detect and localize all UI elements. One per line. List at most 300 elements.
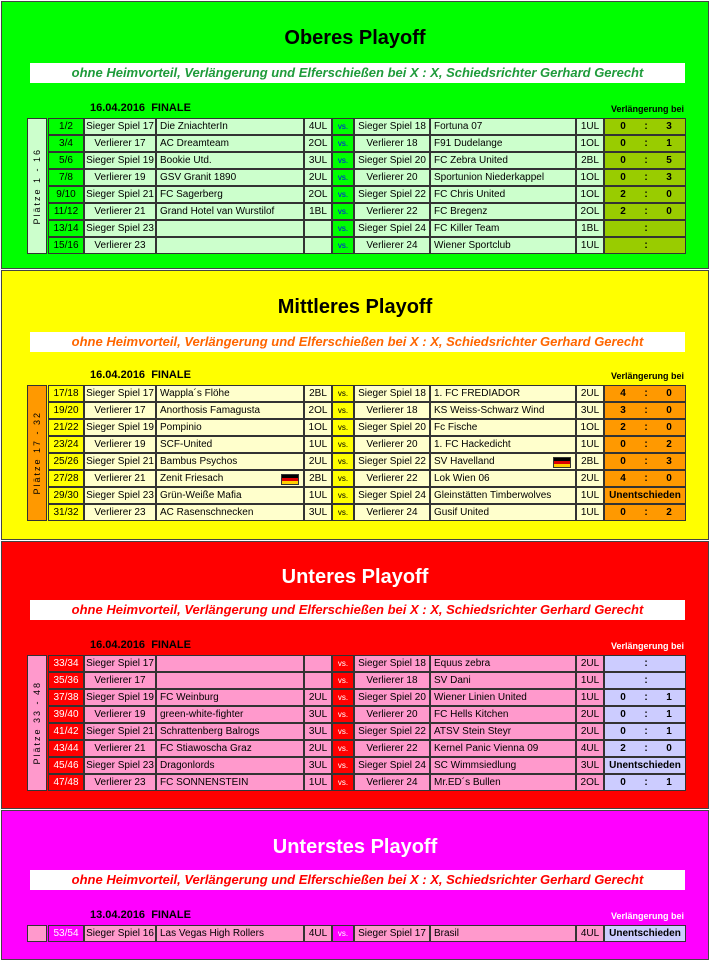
score-separator: : xyxy=(644,658,648,669)
league1-cell: 2UL xyxy=(304,689,332,706)
team2-name: SV Havelland xyxy=(434,456,495,467)
team2-name: Wiener Sportclub xyxy=(434,240,511,251)
team2-cell xyxy=(430,723,576,740)
slot2-cell: Sieger Spiel 18 xyxy=(354,385,430,402)
team2-cell xyxy=(430,186,576,203)
league1-cell: 2BL xyxy=(304,385,332,402)
vs-cell: vs. xyxy=(332,402,354,419)
slot1-cell: Verlierer 23 xyxy=(84,774,156,791)
result-text: Unentschieden xyxy=(609,928,681,939)
league1-cell: 1UL xyxy=(304,487,332,504)
league1-cell: 2BL xyxy=(304,470,332,487)
league2-cell: 1UL xyxy=(576,504,604,521)
verlaengerung-label: Verlängerung bei xyxy=(610,371,684,381)
match-row xyxy=(48,470,686,487)
team1-cell xyxy=(156,774,304,791)
team2-cell xyxy=(430,740,576,757)
result-text: Unentschieden xyxy=(609,760,681,771)
slot2-cell: Verlierer 18 xyxy=(354,402,430,419)
placement-cell: 13/14 xyxy=(48,220,84,237)
league1-cell xyxy=(304,672,332,689)
team2-name: Gleinstätten Timberwolves xyxy=(434,490,552,501)
team2-cell xyxy=(430,135,576,152)
score-separator: : xyxy=(644,223,648,234)
league1-cell: 4UL xyxy=(304,118,332,135)
match-date: 16.04.2016 FINALE xyxy=(90,102,191,114)
team2-name: SC Wimmsiedlung xyxy=(434,760,517,771)
result-cell xyxy=(604,186,686,203)
team2-cell xyxy=(430,169,576,186)
slot1-cell: Verlierer 17 xyxy=(84,402,156,419)
team2-name: KS Weiss-Schwarz Wind xyxy=(434,405,545,416)
league1-cell: 3UL xyxy=(304,504,332,521)
score-b: 1 xyxy=(666,726,672,737)
league1-cell xyxy=(304,655,332,672)
vs-cell: vs. xyxy=(332,925,354,942)
team2-name: FC Bregenz xyxy=(434,206,488,217)
slot2-cell: Verlierer 18 xyxy=(354,672,430,689)
placement-cell: 27/28 xyxy=(48,470,84,487)
slot2-cell: Sieger Spiel 20 xyxy=(354,419,430,436)
vs-cell: vs. xyxy=(332,186,354,203)
score-a: 0 xyxy=(620,439,626,450)
german-flag-icon xyxy=(553,457,571,468)
team1-name: green-white-fighter xyxy=(160,709,244,720)
team1-name: AC Dreamteam xyxy=(160,138,229,149)
result-cell xyxy=(604,169,686,186)
match-row xyxy=(48,118,686,135)
placement-cell: 1/2 xyxy=(48,118,84,135)
match-row xyxy=(48,169,686,186)
slot2-cell: Sieger Spiel 20 xyxy=(354,689,430,706)
team2-cell xyxy=(430,689,576,706)
league2-cell: 1UL xyxy=(576,118,604,135)
vs-cell: vs. xyxy=(332,655,354,672)
team1-cell xyxy=(156,152,304,169)
slot2-cell: Sieger Spiel 24 xyxy=(354,487,430,504)
score-separator: : xyxy=(644,473,648,484)
slot1-cell: Verlierer 23 xyxy=(84,237,156,254)
score-b: 0 xyxy=(666,473,672,484)
league2-cell: 3UL xyxy=(576,402,604,419)
slot2-cell: Sieger Spiel 24 xyxy=(354,757,430,774)
match-row xyxy=(48,385,686,402)
team2-name: FC Chris United xyxy=(434,189,506,200)
score-separator: : xyxy=(644,675,648,686)
league1-cell: 2UL xyxy=(304,740,332,757)
match-row xyxy=(48,672,686,689)
score-b: 1 xyxy=(666,692,672,703)
score-separator: : xyxy=(644,456,648,467)
slot2-cell: Verlierer 18 xyxy=(354,135,430,152)
team2-name: Equus zebra xyxy=(434,658,491,669)
match-row xyxy=(48,757,686,774)
team1-name: Die ZniachterIn xyxy=(160,121,228,132)
score-b: 0 xyxy=(666,206,672,217)
section-oberes-playoff xyxy=(1,1,709,269)
slot1-cell: Sieger Spiel 16 xyxy=(84,925,156,942)
team1-name: SCF-United xyxy=(160,439,213,450)
section-subtitle: ohne Heimvorteil, Verlängerung und Elferschießen bei X : X, Schiedsrichter Gerhard Gerecht xyxy=(30,870,685,890)
score-a: 0 xyxy=(620,692,626,703)
team1-name: FC Stiawoscha Graz xyxy=(160,743,252,754)
slot2-cell: Verlierer 24 xyxy=(354,237,430,254)
section-mittleres-playoff xyxy=(1,270,709,540)
team1-cell xyxy=(156,169,304,186)
team1-name: Wappla´s Flöhe xyxy=(160,388,230,399)
team2-cell xyxy=(430,487,576,504)
league2-cell: 4UL xyxy=(576,925,604,942)
team1-cell xyxy=(156,757,304,774)
slot2-cell: Verlierer 20 xyxy=(354,169,430,186)
score-separator: : xyxy=(644,777,648,788)
score-b: 0 xyxy=(666,405,672,416)
slot1-cell: Sieger Spiel 23 xyxy=(84,487,156,504)
score-b: 0 xyxy=(666,388,672,399)
match-row xyxy=(48,203,686,220)
match-date: 16.04.2016 FINALE xyxy=(90,369,191,381)
placement-cell: 53/54 xyxy=(48,925,84,942)
score-a: 0 xyxy=(620,777,626,788)
vs-cell: vs. xyxy=(332,152,354,169)
slot1-cell: Sieger Spiel 19 xyxy=(84,689,156,706)
slot1-cell: Sieger Spiel 17 xyxy=(84,655,156,672)
league2-cell: 2UL xyxy=(576,723,604,740)
team1-name: GSV Granit 1890 xyxy=(160,172,237,183)
result-cell xyxy=(604,220,686,237)
result-cell xyxy=(604,487,686,504)
score-b: 1 xyxy=(666,709,672,720)
placement-cell: 39/40 xyxy=(48,706,84,723)
result-cell xyxy=(604,689,686,706)
match-row xyxy=(48,723,686,740)
score-a: 0 xyxy=(620,709,626,720)
team2-cell xyxy=(430,672,576,689)
slot2-cell: Sieger Spiel 24 xyxy=(354,220,430,237)
slot1-cell: Sieger Spiel 19 xyxy=(84,419,156,436)
side-label: Plätze 1 - 16 xyxy=(27,118,47,254)
league1-cell: 2OL xyxy=(304,135,332,152)
vs-cell: vs. xyxy=(332,504,354,521)
vs-cell: vs. xyxy=(332,470,354,487)
match-row xyxy=(48,925,686,942)
team1-name: Las Vegas High Rollers xyxy=(160,928,264,939)
german-flag-icon xyxy=(281,474,299,485)
placement-cell: 5/6 xyxy=(48,152,84,169)
league1-cell: 3UL xyxy=(304,706,332,723)
team2-name: F91 Dudelange xyxy=(434,138,503,149)
team2-cell xyxy=(430,925,576,942)
score-a: 0 xyxy=(620,456,626,467)
match-row xyxy=(48,220,686,237)
placement-cell: 3/4 xyxy=(48,135,84,152)
side-label: Plätze 17 - 32 xyxy=(27,385,47,521)
score-a: 2 xyxy=(620,422,626,433)
team1-name: Pompinio xyxy=(160,422,202,433)
league1-cell: 3UL xyxy=(304,757,332,774)
team1-cell xyxy=(156,237,304,254)
team2-name: Fortuna 07 xyxy=(434,121,483,132)
team1-cell xyxy=(156,419,304,436)
vs-cell: vs. xyxy=(332,487,354,504)
vs-cell: vs. xyxy=(332,436,354,453)
score-separator: : xyxy=(644,388,648,399)
team2-cell xyxy=(430,470,576,487)
league2-cell: 2UL xyxy=(576,706,604,723)
team1-name: Zenit Friesach xyxy=(160,473,224,484)
league2-cell: 2UL xyxy=(576,470,604,487)
score-separator: : xyxy=(644,121,648,132)
vs-cell: vs. xyxy=(332,453,354,470)
match-row xyxy=(48,774,686,791)
league2-cell: 1UL xyxy=(576,689,604,706)
team2-name: Fc Fische xyxy=(434,422,478,433)
score-b: 2 xyxy=(666,439,672,450)
league1-cell: 2UL xyxy=(304,169,332,186)
slot2-cell: Verlierer 22 xyxy=(354,203,430,220)
slot2-cell: Sieger Spiel 17 xyxy=(354,925,430,942)
team1-cell xyxy=(156,436,304,453)
league1-cell: 1OL xyxy=(304,419,332,436)
match-date: 13.04.2016 FINALE xyxy=(90,909,191,921)
team1-cell xyxy=(156,689,304,706)
team1-name: Grand Hotel van Wurstilof xyxy=(160,206,275,217)
placement-cell: 43/44 xyxy=(48,740,84,757)
team1-cell xyxy=(156,385,304,402)
placement-cell: 29/30 xyxy=(48,487,84,504)
result-cell xyxy=(604,655,686,672)
team1-cell xyxy=(156,402,304,419)
vs-cell: vs. xyxy=(332,419,354,436)
vs-cell: vs. xyxy=(332,774,354,791)
team2-cell xyxy=(430,385,576,402)
score-separator: : xyxy=(644,172,648,183)
slot1-cell: Verlierer 19 xyxy=(84,169,156,186)
vs-cell: vs. xyxy=(332,169,354,186)
placement-cell: 19/20 xyxy=(48,402,84,419)
league2-cell: 1UL xyxy=(576,237,604,254)
score-b: 1 xyxy=(666,138,672,149)
match-row xyxy=(48,504,686,521)
match-row xyxy=(48,453,686,470)
score-b: 0 xyxy=(666,743,672,754)
section-subtitle: ohne Heimvorteil, Verlängerung und Elferschießen bei X : X, Schiedsrichter Gerhard Gerecht xyxy=(30,600,685,620)
team1-cell xyxy=(156,925,304,942)
score-b: 3 xyxy=(666,172,672,183)
slot1-cell: Sieger Spiel 17 xyxy=(84,385,156,402)
score-separator: : xyxy=(644,240,648,251)
vs-cell: vs. xyxy=(332,203,354,220)
team1-name: FC SONNENSTEIN xyxy=(160,777,249,788)
league2-cell: 4UL xyxy=(576,740,604,757)
score-a: 0 xyxy=(620,155,626,166)
vs-cell: vs. xyxy=(332,723,354,740)
league2-cell: 1OL xyxy=(576,169,604,186)
slot2-cell: Verlierer 22 xyxy=(354,470,430,487)
team2-name: Kernel Panic Vienna 09 xyxy=(434,743,539,754)
result-cell xyxy=(604,925,686,942)
section-title: Oberes Playoff xyxy=(284,27,426,49)
team1-name: Bookie Utd. xyxy=(160,155,212,166)
match-row xyxy=(48,655,686,672)
team1-cell xyxy=(156,203,304,220)
team2-cell xyxy=(430,402,576,419)
section-unteres-playoff xyxy=(1,541,709,809)
match-row xyxy=(48,186,686,203)
team2-name: Brasil xyxy=(434,928,460,939)
score-separator: : xyxy=(644,206,648,217)
score-b: 2 xyxy=(666,507,672,518)
team2-name: Wiener Linien United xyxy=(434,692,527,703)
score-a: 0 xyxy=(620,507,626,518)
match-row xyxy=(48,689,686,706)
slot2-cell: Sieger Spiel 20 xyxy=(354,152,430,169)
score-separator: : xyxy=(644,709,648,720)
team2-cell xyxy=(430,118,576,135)
league2-cell: 2BL xyxy=(576,453,604,470)
vs-cell: vs. xyxy=(332,220,354,237)
slot1-cell: Verlierer 23 xyxy=(84,504,156,521)
match-row xyxy=(48,419,686,436)
team2-cell xyxy=(430,655,576,672)
score-a: 2 xyxy=(620,743,626,754)
section-unterstes-playoff xyxy=(1,810,709,960)
score-b: 3 xyxy=(666,121,672,132)
slot1-cell: Verlierer 19 xyxy=(84,436,156,453)
league1-cell: 1UL xyxy=(304,774,332,791)
match-row xyxy=(48,487,686,504)
team1-cell xyxy=(156,723,304,740)
vs-cell: vs. xyxy=(332,118,354,135)
score-separator: : xyxy=(644,743,648,754)
score-a: 0 xyxy=(620,172,626,183)
side-label xyxy=(27,925,47,942)
score-a: 0 xyxy=(620,121,626,132)
placement-cell: 35/36 xyxy=(48,672,84,689)
result-cell xyxy=(604,152,686,169)
team2-cell xyxy=(430,220,576,237)
score-separator: : xyxy=(644,439,648,450)
score-b: 5 xyxy=(666,155,672,166)
league2-cell: 2UL xyxy=(576,385,604,402)
match-row xyxy=(48,135,686,152)
result-cell xyxy=(604,237,686,254)
team2-name: SV Dani xyxy=(434,675,471,686)
slot1-cell: Verlierer 21 xyxy=(84,203,156,220)
placement-cell: 7/8 xyxy=(48,169,84,186)
team1-cell xyxy=(156,504,304,521)
match-row xyxy=(48,152,686,169)
score-a: 4 xyxy=(620,388,626,399)
score-a: 2 xyxy=(620,189,626,200)
league2-cell: 2OL xyxy=(576,774,604,791)
result-cell xyxy=(604,419,686,436)
league1-cell xyxy=(304,220,332,237)
placement-cell: 17/18 xyxy=(48,385,84,402)
slot1-cell: Verlierer 19 xyxy=(84,706,156,723)
score-separator: : xyxy=(644,405,648,416)
team2-cell xyxy=(430,419,576,436)
result-cell xyxy=(604,402,686,419)
league2-cell: 1UL xyxy=(576,487,604,504)
score-a: 0 xyxy=(620,138,626,149)
league2-cell: 1BL xyxy=(576,220,604,237)
score-separator: : xyxy=(644,726,648,737)
placement-cell: 47/48 xyxy=(48,774,84,791)
team1-cell xyxy=(156,655,304,672)
result-cell xyxy=(604,672,686,689)
team2-name: ATSV Stein Steyr xyxy=(434,726,512,737)
league2-cell: 2UL xyxy=(576,655,604,672)
slot1-cell: Sieger Spiel 23 xyxy=(84,757,156,774)
slot2-cell: Verlierer 24 xyxy=(354,774,430,791)
league1-cell: 2OL xyxy=(304,402,332,419)
team2-cell xyxy=(430,706,576,723)
team2-name: 1. FC Hackedicht xyxy=(434,439,511,450)
league1-cell: 2UL xyxy=(304,453,332,470)
score-a: 0 xyxy=(620,726,626,737)
vs-cell: vs. xyxy=(332,237,354,254)
score-separator: : xyxy=(644,507,648,518)
team2-cell xyxy=(430,237,576,254)
team2-name: FC Killer Team xyxy=(434,223,500,234)
team1-cell xyxy=(156,706,304,723)
league2-cell: 1OL xyxy=(576,419,604,436)
result-cell xyxy=(604,757,686,774)
team2-cell xyxy=(430,453,576,470)
vs-cell: vs. xyxy=(332,385,354,402)
team1-cell xyxy=(156,672,304,689)
slot1-cell: Sieger Spiel 19 xyxy=(84,152,156,169)
team2-name: Lok Wien 06 xyxy=(434,473,490,484)
section-subtitle: ohne Heimvorteil, Verlängerung und Elferschießen bei X : X, Schiedsrichter Gerhard Gerecht xyxy=(30,332,685,352)
league2-cell: 1OL xyxy=(576,135,604,152)
score-a: 3 xyxy=(620,405,626,416)
vs-cell: vs. xyxy=(332,689,354,706)
team2-name: FC Zebra United xyxy=(434,155,508,166)
team1-cell xyxy=(156,135,304,152)
league2-cell: 1OL xyxy=(576,186,604,203)
team2-cell xyxy=(430,504,576,521)
result-text: Unentschieden xyxy=(609,490,681,501)
vs-cell: vs. xyxy=(332,706,354,723)
team1-cell xyxy=(156,740,304,757)
match-date: 16.04.2016 FINALE xyxy=(90,639,191,651)
verlaengerung-label: Verlängerung bei xyxy=(610,104,684,114)
result-cell xyxy=(604,774,686,791)
slot1-cell: Sieger Spiel 21 xyxy=(84,453,156,470)
score-a: 2 xyxy=(620,206,626,217)
team1-name: Bambus Psychos xyxy=(160,456,238,467)
section-title: Unterstes Playoff xyxy=(272,836,438,858)
vs-cell: vs. xyxy=(332,672,354,689)
placement-cell: 37/38 xyxy=(48,689,84,706)
slot2-cell: Verlierer 24 xyxy=(354,504,430,521)
team2-name: FC Hells Kitchen xyxy=(434,709,509,720)
placement-cell: 25/26 xyxy=(48,453,84,470)
slot1-cell: Sieger Spiel 23 xyxy=(84,220,156,237)
team2-cell xyxy=(430,152,576,169)
vs-cell: vs. xyxy=(332,135,354,152)
score-b: 1 xyxy=(666,777,672,788)
slot2-cell: Verlierer 20 xyxy=(354,706,430,723)
match-row xyxy=(48,706,686,723)
match-row xyxy=(48,436,686,453)
league2-cell: 2BL xyxy=(576,152,604,169)
slot1-cell: Verlierer 21 xyxy=(84,470,156,487)
team2-name: 1. FC FREDIADOR xyxy=(434,388,521,399)
league1-cell: 3UL xyxy=(304,723,332,740)
